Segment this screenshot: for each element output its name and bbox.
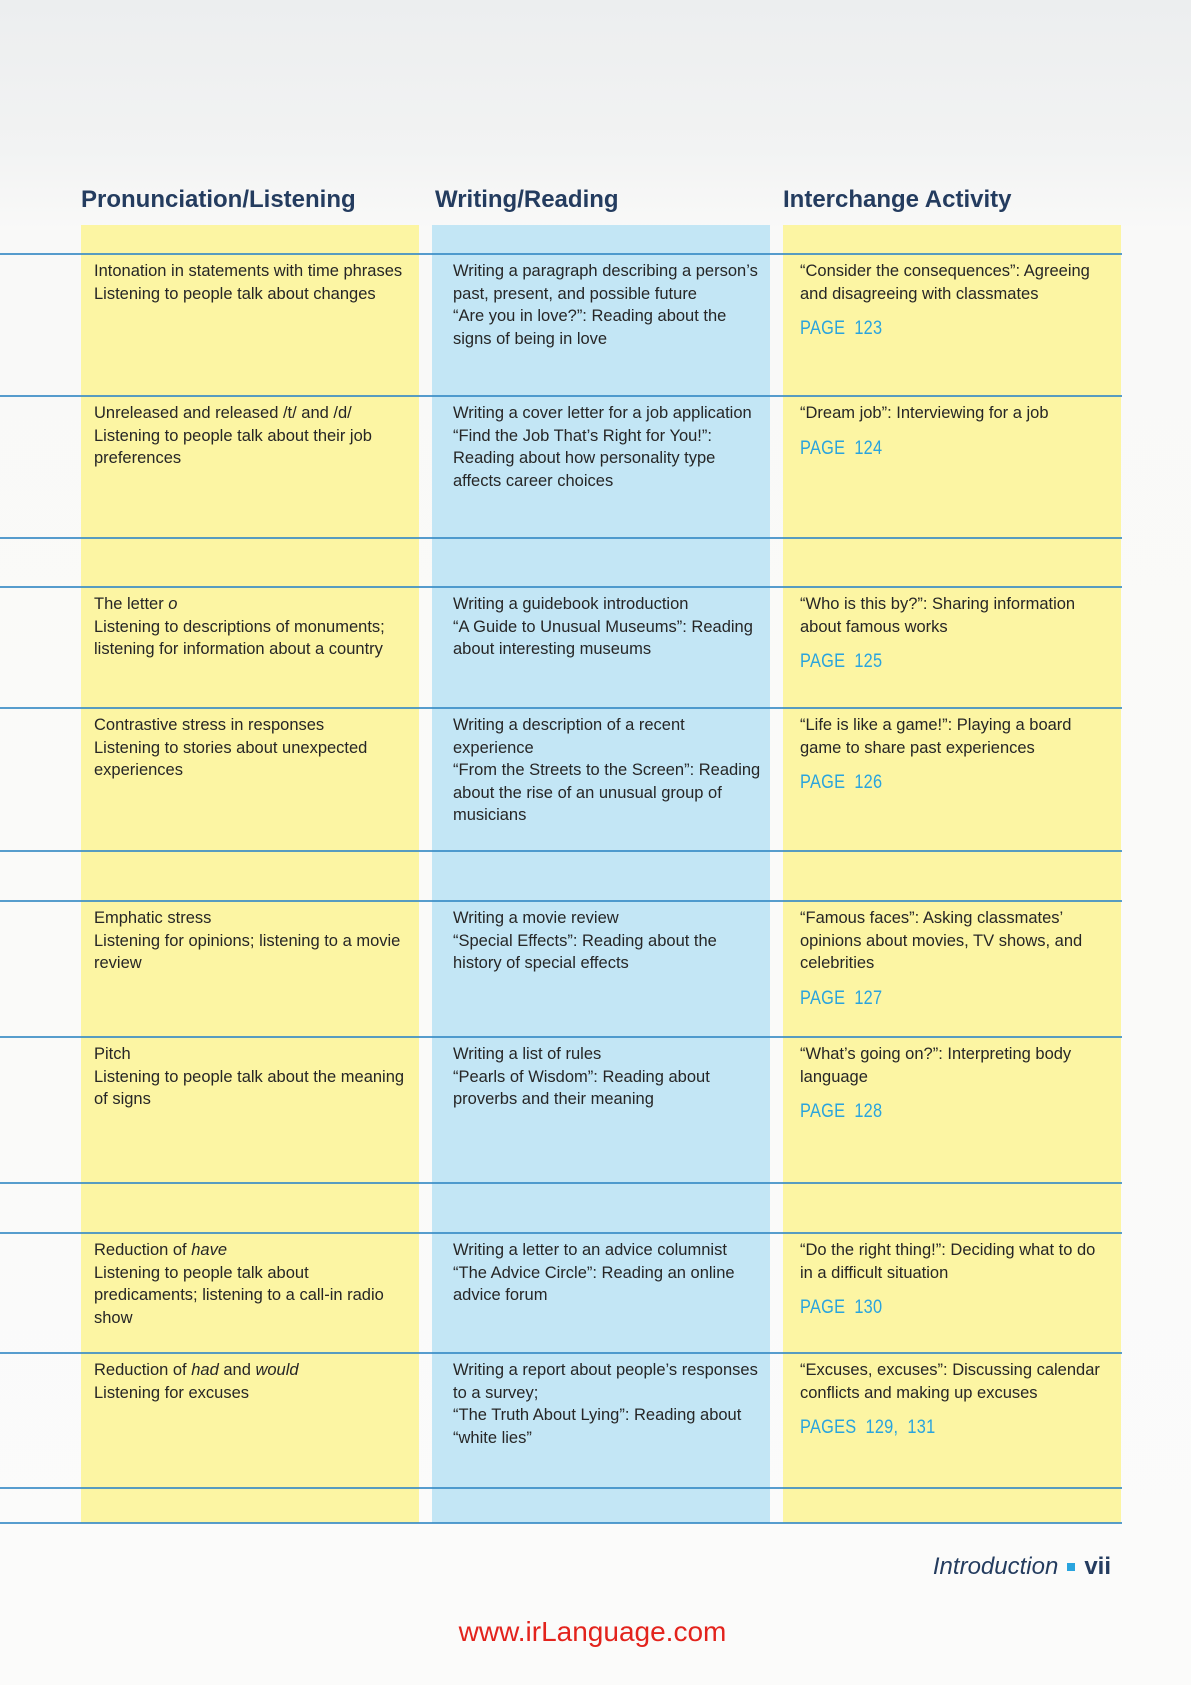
writing-topic: Writing a report about people’s responses to a survey; [453, 1361, 758, 1402]
table-row [0, 396, 1122, 538]
page-reference: PAGE 126 [800, 772, 883, 793]
interchange-activity-cell [800, 907, 1112, 1010]
pronunciation-topic: Contrastive stress in responses [94, 716, 325, 734]
interchange-activity: “Famous faces”: Asking classmates’ opinions about movies, TV shows, and celebrities [800, 909, 1083, 972]
writing-topic: Writing a list of rules [453, 1045, 602, 1063]
pronunciation-listening-cell [94, 1043, 410, 1111]
interchange-activity: “Excuses, excuses”: Discussing calendar conflicts and making up excuses [800, 1361, 1100, 1402]
row-divider [0, 1522, 1122, 1524]
pronunciation-listening-cell [94, 1239, 410, 1329]
page-reference: PAGE 123 [800, 318, 883, 339]
interchange-activity-cell [800, 1359, 1112, 1440]
writing-topic: Writing a cover letter for a job application [453, 404, 752, 422]
reading-topic: “Special Effects”: Reading about the history of special effects [453, 931, 717, 972]
writing-topic: Writing a guidebook introduction [453, 595, 689, 613]
interchange-activity: “Do the right thing!”: Deciding what to do in a difficult situation [800, 1241, 1096, 1282]
column-header-interchange-activity: Interchange Activity [783, 186, 1012, 213]
square-bullet-icon [1067, 1563, 1075, 1571]
table-row [0, 1233, 1122, 1353]
reading-topic: “The Truth About Lying”: Reading about “white lies” [453, 1406, 742, 1447]
interchange-activity-cell [800, 1239, 1112, 1320]
pronunciation-listening-cell [94, 907, 410, 975]
pronunciation-listening-cell [94, 402, 410, 470]
interchange-activity-cell [800, 714, 1112, 795]
writing-topic: Writing a paragraph describing a person’s past, present, and possible future [453, 262, 758, 303]
pronunciation-topic: Emphatic stress [94, 909, 212, 927]
listening-topic: Listening for excuses [94, 1383, 250, 1402]
reading-topic: “Are you in love?”: Reading about the signs of being in love [453, 307, 727, 348]
table-row [0, 708, 1122, 851]
pronunciation-topic [94, 1359, 410, 1382]
writing-reading-cell [453, 1239, 761, 1307]
table-row [0, 901, 1122, 1037]
footer-page-number: vii [1084, 1553, 1111, 1580]
interchange-activity: “Life is like a game!”: Playing a board game to share past experiences [800, 716, 1072, 757]
italic-fragment: would [255, 1361, 299, 1379]
pronunciation-listening-cell [94, 593, 410, 661]
writing-reading-cell [453, 714, 761, 827]
page-reference: PAGE 130 [800, 1297, 883, 1318]
listening-topic: Listening to people talk about changes [94, 284, 376, 303]
writing-reading-cell [453, 1043, 761, 1111]
interchange-activity: “What’s going on?”: Interpreting body language [800, 1045, 1072, 1086]
pronunciation-listening-cell [94, 714, 410, 782]
writing-reading-cell [453, 907, 761, 975]
page-reference: PAGE 125 [800, 651, 883, 672]
listening-topic: Listening to people talk about predicaments; listening to a call-in radio show [94, 1263, 384, 1327]
pronunciation-listening-cell [94, 1359, 410, 1404]
interchange-activity: “Who is this by?”: Sharing information about famous works [800, 595, 1076, 636]
interchange-activity-cell [800, 402, 1112, 460]
writing-topic: Writing a letter to an advice columnist [453, 1241, 727, 1259]
listening-topic: Listening to people talk about the meaning of signs [94, 1067, 405, 1108]
writing-reading-cell [453, 593, 761, 661]
interchange-activity: “Dream job”: Interviewing for a job [800, 404, 1049, 422]
footer-section-title: Introduction [932, 1553, 1059, 1580]
text-fragment: and [218, 1361, 256, 1379]
reading-topic: “Pearls of Wisdom”: Reading about proverbs and their meaning [453, 1067, 710, 1108]
writing-topic: Writing a description of a recent experience [453, 716, 685, 757]
listening-topic: Listening to stories about unexpected experiences [94, 738, 368, 779]
reading-topic: “A Guide to Unusual Museums”: Reading about interesting museums [453, 617, 753, 658]
table-row [0, 254, 1122, 396]
table-row [0, 1037, 1122, 1183]
reading-topic: “From the Streets to the Screen”: Reading about the rise of an unusual group of musicians [453, 761, 761, 824]
writing-reading-cell [453, 402, 761, 492]
writing-topic: Writing a movie review [453, 909, 619, 927]
pronunciation-topic [94, 593, 410, 616]
page-reference: PAGE 124 [800, 437, 883, 459]
page-reference: PAGE 127 [800, 987, 883, 1009]
writing-reading-cell [453, 260, 761, 350]
interchange-activity-cell [800, 593, 1112, 674]
listening-topic: Listening to descriptions of monuments; listening for information about a country [94, 617, 385, 658]
page-footer [933, 1552, 1111, 1582]
listening-topic: Listening for opinions; listening to a movie review [94, 931, 401, 972]
interchange-activity-cell [800, 1043, 1112, 1124]
table-row [0, 1353, 1122, 1488]
italic-fragment: had [191, 1361, 219, 1379]
table-row [0, 587, 1122, 708]
pronunciation-topic: Unreleased and released /t/ and /d/ [94, 404, 352, 422]
column-header-writing-reading: Writing/Reading [435, 186, 619, 213]
page-reference: PAGES 129, 131 [800, 1417, 936, 1438]
watermark-url: www.irLanguage.com [458, 1616, 727, 1647]
text-fragment: Reduction of [94, 1241, 192, 1259]
writing-reading-cell [453, 1359, 761, 1449]
column-header-pronunciation-listening: Pronunciation/Listening [81, 186, 356, 213]
text-fragment: The letter [94, 595, 169, 613]
listening-topic: Listening to people talk about their job preferences [94, 426, 372, 467]
italic-fragment: have [191, 1241, 228, 1259]
page-reference: PAGE 128 [800, 1101, 883, 1122]
pronunciation-topic: Pitch [94, 1045, 131, 1063]
pronunciation-topic [94, 1239, 410, 1262]
text-fragment: Reduction of [94, 1361, 192, 1379]
pronunciation-listening-cell [94, 260, 410, 305]
pronunciation-topic: Intonation in statements with time phrases [94, 262, 403, 280]
interchange-activity: “Consider the consequences”: Agreeing and disagreeing with classmates [800, 262, 1090, 303]
italic-fragment: o [168, 595, 178, 613]
interchange-activity-cell [800, 260, 1112, 341]
reading-topic: “Find the Job That’s Right for You!”: Reading about how personality type affects career choices [453, 426, 716, 490]
reading-topic: “The Advice Circle”: Reading an online advice forum [453, 1263, 735, 1304]
